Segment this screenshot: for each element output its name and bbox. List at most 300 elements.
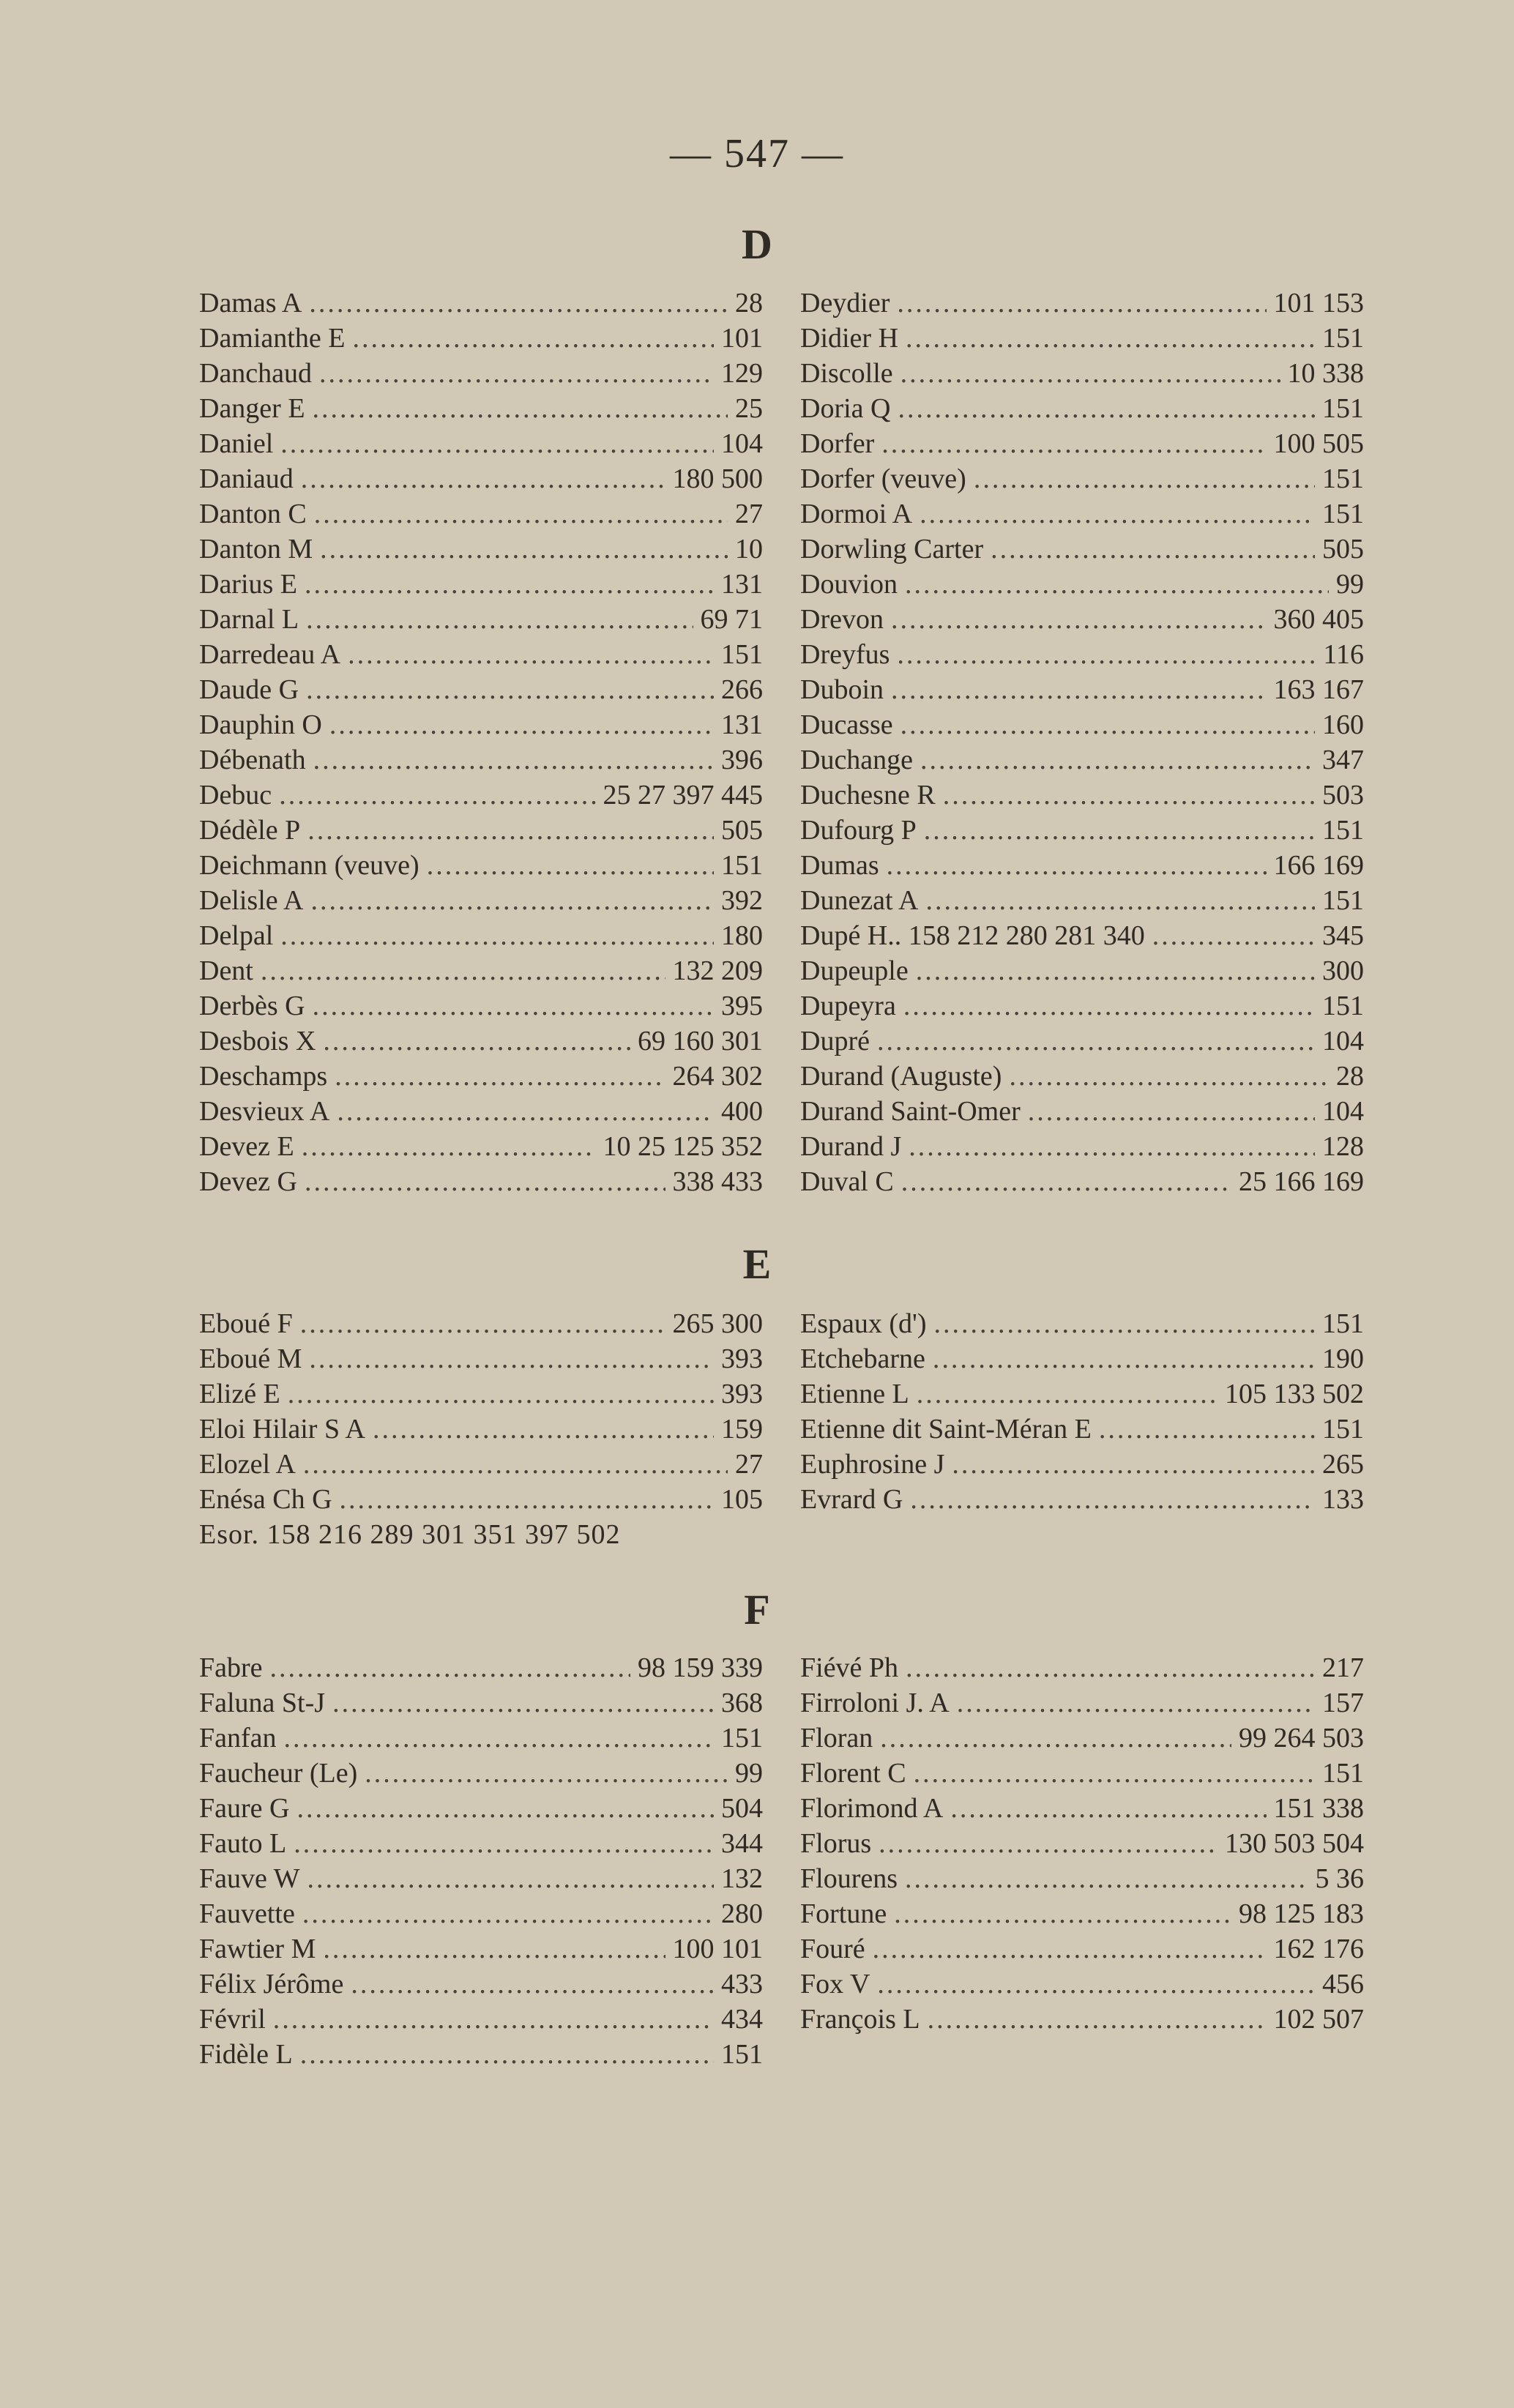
entry-pages: 265 300 <box>672 1308 763 1339</box>
index-entry <box>199 2003 763 2038</box>
entry-pages: 25 <box>735 393 763 424</box>
entry-name: Etchebarne <box>800 1343 925 1374</box>
entry-name: Fox V <box>800 1969 870 1999</box>
dot-leader <box>1152 920 1315 952</box>
entry-pages: 132 209 <box>672 955 763 986</box>
entry-pages: 5 36 <box>1315 1863 1364 1894</box>
entry-name: Duchange <box>800 745 914 775</box>
dot-leader <box>909 1130 1315 1163</box>
entry-pages: 102 507 <box>1273 2004 1364 2035</box>
dot-leader <box>916 955 1315 987</box>
entry-name: Durand J <box>800 1131 902 1162</box>
entry-pages: 151 <box>1322 1758 1364 1789</box>
entry-pages: 163 167 <box>1273 674 1364 705</box>
entry-pages: 400 <box>721 1096 763 1127</box>
entry-name: Félix Jérôme <box>199 1969 344 1999</box>
entry-pages: 266 <box>721 674 763 705</box>
entry-pages: 151 <box>1322 393 1364 424</box>
index-entry <box>800 287 1364 322</box>
entry-name: Desbois X <box>199 1026 316 1056</box>
index-column-d-right <box>800 287 1364 1201</box>
index-column-f-right <box>800 1652 1364 2038</box>
entry-pages: 505 <box>1322 534 1364 564</box>
entry-name: Duval C <box>800 1166 894 1197</box>
entry-pages: 264 302 <box>672 1061 763 1092</box>
dot-leader <box>1009 1060 1329 1092</box>
dot-leader <box>302 1130 596 1163</box>
index-entry <box>800 674 1364 709</box>
dot-leader <box>897 638 1316 671</box>
entry-name: Florus <box>800 1828 872 1859</box>
dot-leader <box>952 1448 1315 1480</box>
dot-leader <box>270 1652 630 1684</box>
dot-leader <box>301 463 665 495</box>
dot-leader <box>280 428 714 460</box>
index-entry <box>199 1518 763 1554</box>
entry-name: Darnal L <box>199 604 299 635</box>
entry-pages: 368 <box>721 1688 763 1718</box>
entry-name: Delpal <box>199 920 274 951</box>
entry-name: Fanfan <box>199 1723 277 1753</box>
entry-pages: 338 433 <box>672 1166 763 1197</box>
entry-pages: 129 <box>721 358 763 389</box>
entry-name: Danton C <box>199 499 307 529</box>
entry-name: Duboin <box>800 674 884 705</box>
entry-pages: 28 <box>735 288 763 318</box>
entry-pages: 132 <box>721 1863 763 1894</box>
index-entry <box>800 1025 1364 1060</box>
dot-leader <box>323 1025 630 1057</box>
entry-pages: 265 <box>1322 1449 1364 1480</box>
dot-leader <box>920 498 1315 530</box>
dot-leader <box>313 990 714 1022</box>
entry-pages: 344 <box>721 1828 763 1859</box>
entry-pages: 104 <box>1322 1096 1364 1127</box>
entry-pages: 166 169 <box>1273 850 1364 881</box>
entry-name: Firroloni J. A <box>800 1688 950 1718</box>
entry-name: Deydier <box>800 288 890 318</box>
dot-leader <box>900 709 1315 741</box>
index-entry <box>199 814 763 849</box>
entry-pages: 69 71 <box>700 604 763 635</box>
entry-name: Eloi Hilair S A <box>199 1414 365 1445</box>
dot-leader <box>313 392 728 425</box>
entry-pages: 101 153 <box>1273 288 1364 318</box>
entry-name: Delisle A <box>199 885 304 916</box>
entry-name: Févril <box>199 2004 266 2035</box>
entry-name: Esor. 158 216 289 301 351 397 502 <box>199 1519 621 1550</box>
entry-name: Etienne L <box>800 1379 909 1409</box>
dot-leader <box>332 1687 714 1719</box>
entry-pages: 151 <box>1322 323 1364 354</box>
index-entry <box>199 674 763 709</box>
entry-pages: 10 25 125 352 <box>603 1131 763 1162</box>
entry-pages: 151 <box>1322 815 1364 846</box>
index-entry <box>800 322 1364 357</box>
entry-pages: 151 <box>1322 499 1364 529</box>
entry-name: Dorwling Carter <box>800 534 984 564</box>
index-entry <box>199 287 763 322</box>
entry-pages: 151 <box>721 2039 763 2070</box>
entry-name: Eboué F <box>199 1308 293 1339</box>
entry-pages: 396 <box>721 745 763 775</box>
entry-name: Daniaud <box>199 463 294 494</box>
index-entry <box>199 1483 763 1518</box>
index-entry <box>800 709 1364 744</box>
dot-leader <box>335 1060 665 1092</box>
dot-leader <box>273 2003 714 2035</box>
entry-name: Dédèle P <box>199 815 301 846</box>
index-entry <box>199 1343 763 1378</box>
index-entry <box>199 1130 763 1166</box>
dot-leader <box>901 1166 1231 1198</box>
entry-name: Etienne dit Saint-Méran E <box>800 1414 1092 1445</box>
dot-leader <box>373 1413 714 1445</box>
entry-pages: 99 <box>735 1758 763 1789</box>
index-entry <box>800 814 1364 849</box>
entry-pages: 99 <box>1336 569 1364 600</box>
entry-name: Daude G <box>199 674 299 705</box>
entry-name: Dunezat A <box>800 885 919 916</box>
index-entry <box>800 357 1364 392</box>
entry-pages: 456 <box>1322 1969 1364 1999</box>
entry-name: Desvieux A <box>199 1096 330 1127</box>
entry-pages: 180 500 <box>672 463 763 494</box>
index-entry <box>199 1792 763 1827</box>
entry-pages: 162 176 <box>1273 1934 1364 1964</box>
entry-pages: 25 27 397 445 <box>603 780 763 810</box>
index-entry <box>800 1413 1364 1448</box>
index-entry <box>199 1968 763 2003</box>
entry-name: Derbès G <box>199 991 305 1021</box>
dot-leader <box>288 1378 714 1410</box>
entry-name: Dauphin O <box>199 709 322 740</box>
index-entry <box>199 603 763 638</box>
index-entry <box>800 428 1364 463</box>
index-entry <box>199 357 763 392</box>
entry-name: Durand Saint-Omer <box>800 1096 1021 1127</box>
entry-name: Devez E <box>199 1131 294 1162</box>
dot-leader <box>905 568 1329 600</box>
entry-name: Fauto L <box>199 1828 287 1859</box>
index-entry <box>199 1378 763 1413</box>
entry-name: Fortune <box>800 1898 887 1929</box>
entry-name: Dorfer (veuve) <box>800 463 966 494</box>
entry-name: Fiévé Ph <box>800 1652 899 1683</box>
index-entry <box>800 990 1364 1025</box>
dot-leader <box>873 1933 1267 1965</box>
entry-pages: 131 <box>721 569 763 600</box>
entry-name: Daniel <box>199 428 274 459</box>
dot-leader <box>906 1652 1315 1684</box>
entry-name: Faucheur (Le) <box>199 1758 358 1789</box>
index-entry <box>800 1166 1364 1201</box>
entry-name: Douvion <box>800 569 898 600</box>
index-column-e-right <box>800 1308 1364 1518</box>
index-entry <box>199 428 763 463</box>
dot-leader <box>352 322 714 354</box>
entry-pages: 433 <box>721 1969 763 1999</box>
entry-name: Deschamps <box>199 1061 328 1092</box>
index-entry <box>199 1025 763 1060</box>
dot-leader <box>957 1687 1315 1719</box>
entry-pages: 25 166 169 <box>1239 1166 1364 1197</box>
dot-leader <box>302 1898 714 1930</box>
dot-leader <box>309 287 728 319</box>
entry-pages: 133 <box>1322 1484 1364 1515</box>
entry-name: Elozel A <box>199 1449 296 1480</box>
entry-pages: 104 <box>1322 1026 1364 1056</box>
index-entry <box>199 884 763 920</box>
dot-leader <box>910 1483 1315 1516</box>
dot-leader <box>351 1968 714 2000</box>
dot-leader <box>974 463 1315 495</box>
index-entry <box>800 533 1364 568</box>
entry-pages: 160 <box>1322 709 1364 740</box>
index-column-e-left <box>199 1308 763 1554</box>
dot-leader <box>898 392 1315 425</box>
entry-pages: 131 <box>721 709 763 740</box>
index-entry <box>199 1308 763 1343</box>
entry-pages: 28 <box>1336 1061 1364 1092</box>
index-entry <box>199 849 763 884</box>
entry-pages: 345 <box>1322 920 1364 951</box>
index-entry <box>199 1722 763 1757</box>
entry-name: Deichmann (veuve) <box>199 850 419 881</box>
entry-name: Fauve W <box>199 1863 300 1894</box>
dot-leader <box>309 1343 714 1375</box>
entry-name: Danton M <box>199 534 313 564</box>
index-entry <box>199 638 763 674</box>
section-letter-e: E <box>742 1240 772 1288</box>
entry-name: Evrard G <box>800 1484 903 1515</box>
index-entry <box>800 920 1364 955</box>
entry-name: Florent C <box>800 1758 906 1789</box>
dot-leader <box>307 1863 714 1895</box>
dot-leader <box>950 1792 1266 1824</box>
entry-pages: 69 160 301 <box>638 1026 763 1056</box>
entry-name: Drevon <box>800 604 884 635</box>
index-entry <box>800 779 1364 814</box>
index-entry <box>800 849 1364 884</box>
dot-leader <box>280 920 714 952</box>
index-entry <box>800 1757 1364 1792</box>
entry-name: Darius E <box>199 569 298 600</box>
index-entry <box>199 498 763 533</box>
entry-name: Fidèle L <box>199 2039 293 2070</box>
dot-leader <box>891 603 1267 635</box>
dot-leader <box>284 1722 714 1754</box>
entry-name: Fouré <box>800 1934 865 1964</box>
index-entry <box>199 990 763 1025</box>
entry-name: Euphrosine J <box>800 1449 945 1480</box>
entry-name: Dumas <box>800 850 879 881</box>
entry-name: Espaux (d') <box>800 1308 927 1339</box>
dot-leader <box>906 322 1315 354</box>
entry-pages: 151 <box>1322 991 1364 1021</box>
entry-pages: 505 <box>721 815 763 846</box>
dot-leader <box>310 884 714 917</box>
dot-leader <box>1099 1413 1315 1445</box>
dot-leader <box>905 1863 1308 1895</box>
entry-pages: 100 505 <box>1273 428 1364 459</box>
entry-name: Enésa Ch G <box>199 1484 332 1515</box>
index-entry <box>800 1343 1364 1378</box>
dot-leader <box>879 1827 1217 1860</box>
index-entry <box>199 568 763 603</box>
dot-leader <box>323 1933 665 1965</box>
index-entry <box>199 709 763 744</box>
index-entry <box>800 744 1364 779</box>
entry-pages: 10 <box>735 534 763 564</box>
entry-name: Danchaud <box>199 358 313 389</box>
entry-name: Dupré <box>800 1026 870 1056</box>
entry-pages: 503 <box>1322 780 1364 810</box>
entry-name: Duchesne R <box>800 780 936 810</box>
dot-leader <box>934 1308 1315 1340</box>
entry-pages: 100 101 <box>672 1934 763 1964</box>
dot-leader <box>427 849 714 881</box>
dot-leader <box>881 428 1266 460</box>
entry-pages: 98 125 183 <box>1239 1898 1364 1929</box>
index-entry <box>199 322 763 357</box>
entry-pages: 217 <box>1322 1652 1364 1683</box>
entry-pages: 360 405 <box>1273 604 1364 635</box>
dot-leader <box>337 1095 714 1127</box>
index-entry <box>800 603 1364 638</box>
index-entry <box>199 1652 763 1687</box>
entry-name: Flourens <box>800 1863 898 1894</box>
entry-pages: 151 <box>1322 463 1364 494</box>
index-entry <box>199 744 763 779</box>
dot-leader <box>887 849 1267 881</box>
dot-leader <box>933 1343 1315 1375</box>
dot-leader <box>297 1792 714 1824</box>
dot-leader <box>900 357 1280 389</box>
index-entry <box>199 1898 763 1933</box>
entry-pages: 395 <box>721 991 763 1021</box>
entry-pages: 434 <box>721 2004 763 2035</box>
dot-leader <box>880 1722 1231 1754</box>
entry-name: Dorfer <box>800 428 875 459</box>
dot-leader <box>261 955 665 987</box>
dot-leader <box>943 779 1315 811</box>
entry-pages: 157 <box>1322 1688 1364 1718</box>
index-entry <box>800 1652 1364 1687</box>
dot-leader <box>306 674 714 706</box>
dot-leader <box>877 1025 1315 1057</box>
entry-name: Damianthe E <box>199 323 346 354</box>
index-entry <box>800 2003 1364 2038</box>
entry-name: Durand (Auguste) <box>800 1061 1002 1092</box>
entry-name: Elizé E <box>199 1379 280 1409</box>
entry-name: Faure G <box>199 1793 290 1824</box>
dot-leader <box>365 1757 728 1789</box>
index-entry <box>800 955 1364 990</box>
index-entry <box>199 2038 763 2073</box>
index-entry <box>800 498 1364 533</box>
entry-name: Danger E <box>199 393 305 424</box>
entry-pages: 27 <box>735 1449 763 1480</box>
entry-name: Dent <box>199 955 253 986</box>
dot-leader <box>313 744 714 776</box>
dot-leader <box>991 533 1315 565</box>
entry-pages: 393 <box>721 1379 763 1409</box>
index-entry <box>800 1483 1364 1518</box>
index-entry <box>199 1060 763 1095</box>
entry-pages: 105 133 502 <box>1225 1379 1364 1409</box>
entry-pages: 151 <box>1322 1414 1364 1445</box>
entry-name: Dufourg P <box>800 815 917 846</box>
dot-leader <box>894 1898 1231 1930</box>
dot-leader <box>319 357 714 389</box>
index-entry <box>199 1757 763 1792</box>
dot-leader <box>920 744 1315 776</box>
entry-name: Fauvette <box>199 1898 295 1929</box>
entry-name: Dupeuple <box>800 955 909 986</box>
index-entry <box>199 1933 763 1968</box>
index-entry <box>800 1378 1364 1413</box>
index-entry <box>800 1792 1364 1827</box>
index-entry <box>800 568 1364 603</box>
index-entry <box>800 1687 1364 1722</box>
index-entry <box>199 463 763 498</box>
index-entry <box>199 1413 763 1448</box>
entry-name: Florimond A <box>800 1793 944 1824</box>
entry-pages: 101 <box>721 323 763 354</box>
dot-leader <box>917 1378 1217 1410</box>
index-column-d-left <box>199 287 763 1201</box>
index-entry <box>199 1687 763 1722</box>
dot-leader <box>300 1308 665 1340</box>
index-entry <box>199 1448 763 1483</box>
entry-pages: 10 338 <box>1287 358 1364 389</box>
index-entry <box>800 638 1364 674</box>
index-entry <box>199 1095 763 1130</box>
index-entry <box>800 1968 1364 2003</box>
entry-pages: 151 338 <box>1273 1793 1364 1824</box>
entry-pages: 99 264 503 <box>1239 1723 1364 1753</box>
dot-leader <box>348 638 714 671</box>
dot-leader <box>314 498 728 530</box>
page-number: — 547 — <box>670 131 844 176</box>
entry-name: Faluna St-J <box>199 1688 326 1718</box>
entry-pages: 104 <box>721 428 763 459</box>
index-entry <box>800 1448 1364 1483</box>
index-entry <box>199 779 763 814</box>
index-entry <box>800 1933 1364 1968</box>
entry-pages: 130 503 504 <box>1225 1828 1364 1859</box>
dot-leader <box>279 779 595 811</box>
section-letter-f: F <box>744 1586 770 1633</box>
index-column-f-left <box>199 1652 763 2073</box>
dot-leader <box>300 2038 714 2070</box>
index-entry <box>199 1827 763 1863</box>
entry-pages: 27 <box>735 499 763 529</box>
entry-name: Fabre <box>199 1652 263 1683</box>
entry-name: Discolle <box>800 358 893 389</box>
entry-pages: 392 <box>721 885 763 916</box>
entry-pages: 151 <box>1322 885 1364 916</box>
entry-name: Doria Q <box>800 393 891 424</box>
dot-leader <box>307 814 714 846</box>
entry-pages: 151 <box>721 850 763 881</box>
entry-name: Eboué M <box>199 1343 302 1374</box>
dot-leader <box>903 990 1315 1022</box>
dot-leader <box>928 2003 1267 2035</box>
entry-pages: 151 <box>721 639 763 670</box>
dot-leader <box>303 1448 728 1480</box>
